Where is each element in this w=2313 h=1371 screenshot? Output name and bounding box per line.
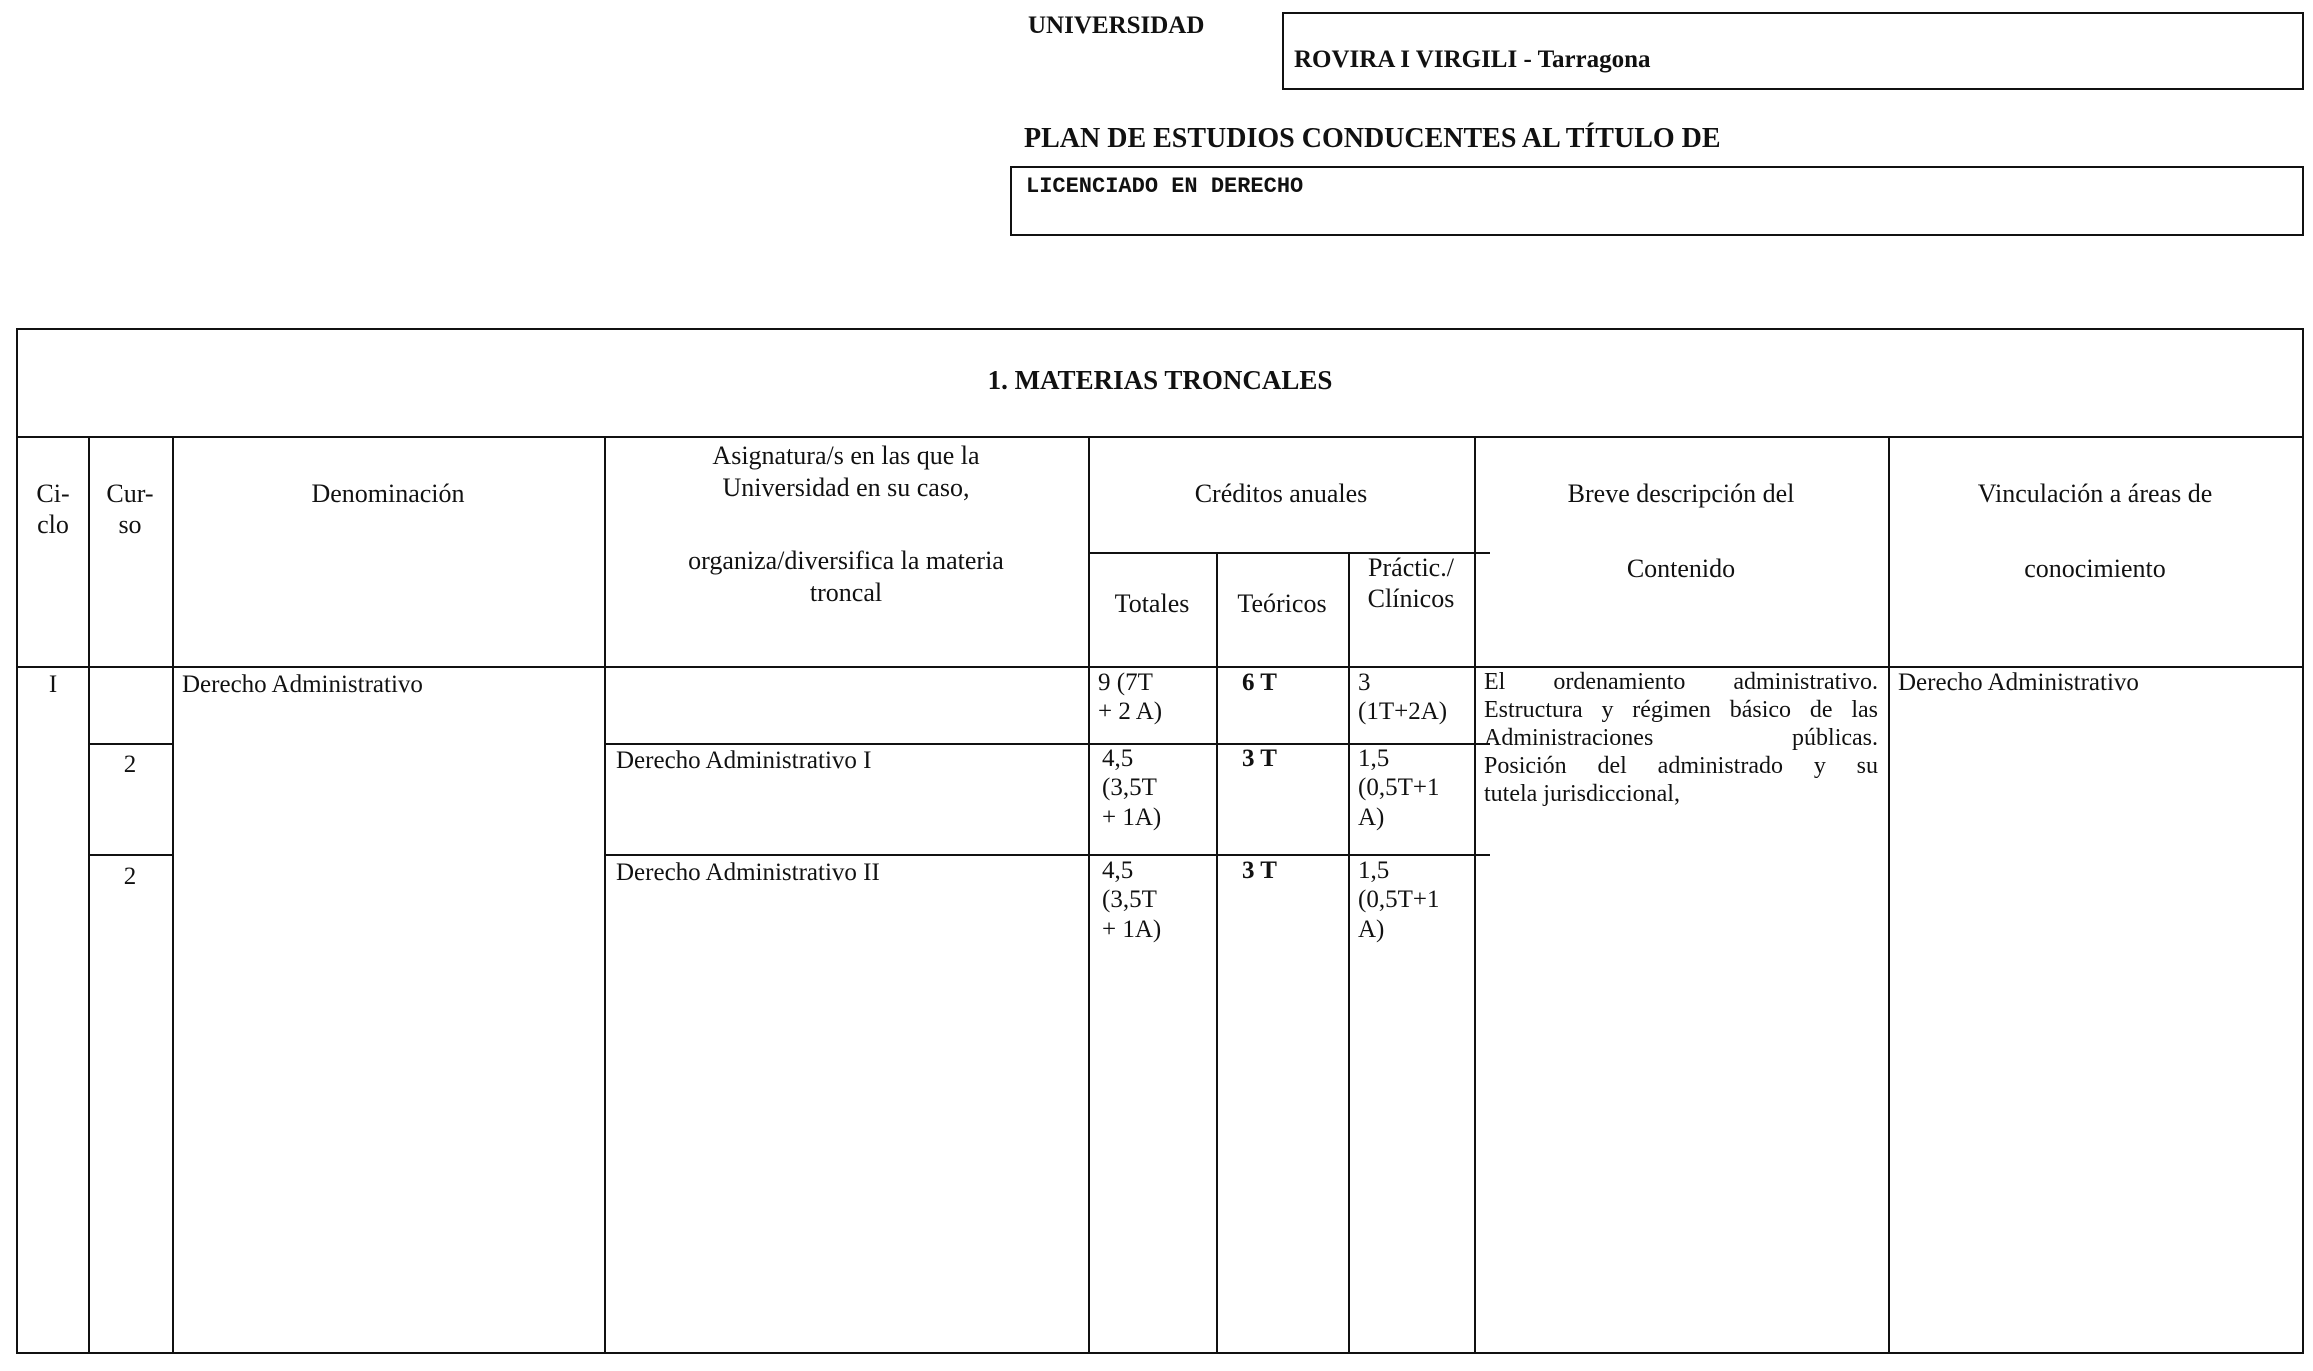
row3-practicos-line: A) [1358,915,1385,943]
row1-practicos-line: 3 [1358,669,1371,696]
row3-curso: 2 [123,863,137,890]
university-label: UNIVERSIDAD [1028,12,1205,39]
row2-totales-line: (3,5T [1102,774,1157,802]
col-header-curso-line: so [118,510,142,540]
title-divider [18,436,2302,438]
col-header-denominacion: Denominación [311,479,465,508]
university-name-box [1282,12,2304,90]
col-line-teoricos [1348,552,1350,1352]
col-header-totales: Totales [1114,589,1190,618]
col-header-teoricos: Teóricos [1237,589,1327,618]
row1-practicos [1358,668,1447,727]
university-name: ROVIRA I VIRGILI - Tarragona [1294,46,1651,73]
col-header-ciclo-line: Ci- [36,479,70,508]
col-header-practicos-line: Clínicos [1367,584,1455,614]
descripcion-line: Administraciones públicas. [1484,725,1878,752]
degree-title-box [1010,166,2304,236]
col-line-ciclo [88,436,90,1352]
row1-totales-line: 9 (7T [1098,669,1153,696]
plan-label: PLAN DE ESTUDIOS CONDUCENTES AL TÍTULO DE [1024,123,1721,154]
col-header-practicos-line: Práctic./ [1368,553,1454,582]
row2-practicos-line: A) [1358,803,1385,831]
row-divider-1 [88,743,172,745]
row2-asignatura: Derecho Administrativo I [616,747,872,774]
row1-totales-line: + 2 A) [1098,698,1163,726]
row3-totales-line: + 1A) [1102,915,1162,943]
descripcion-line: El ordenamiento administrativo. [1484,669,1878,695]
col-header-ciclo-line: clo [37,510,69,540]
row3-totales-line: (3,5T [1102,886,1157,914]
row3-asignatura: Derecho Administrativo II [616,859,880,886]
degree-title: LICENCIADO EN DERECHO [1026,174,1304,199]
col-header-ciclo [18,478,88,540]
col-header-curso-line: Cur- [106,479,154,508]
col-header-asignatura-line: Asignatura/s en las que la [712,441,980,470]
row3-practicos [1358,856,1439,944]
col-header-descripcion-line: Breve descripción del [1567,479,1795,508]
col-header-vinculacion-line: conocimiento [2024,554,2166,584]
col-header-asignatura-line: Universidad en su caso, [722,472,970,502]
col-header-creditos: Créditos anuales [1194,479,1368,508]
row2-practicos-line: (0,5T+1 [1358,774,1440,802]
col-header-practicos [1348,552,1474,614]
descripcion-line: Estructura y régimen básico de las [1484,697,1878,724]
col-header-vinculacion [1888,478,2302,584]
col-line-totales [1216,552,1218,1352]
row2-practicos-line: 1,5 [1358,745,1390,772]
col-header-descripcion-line: Contenido [1626,554,1736,584]
row2-curso: 2 [123,751,137,778]
materias-troncales-table [16,328,2304,1354]
row3-totales-line: 4,5 [1102,857,1134,884]
section-title: 1. MATERIAS TRONCALES [987,365,1333,395]
row3-practicos-line: 1,5 [1358,857,1390,884]
col-header-curso [88,478,172,540]
col-line-curso [172,436,174,1352]
col-header-vinculacion-line: Vinculación a áreas de [1977,479,2213,508]
row1-practicos-line: (1T+2A) [1358,698,1448,726]
col-header-asignatura-line: troncal [809,578,883,608]
col-header-asignatura-line: organiza/diversifica la materia [688,546,1004,576]
row1-totales [1098,668,1162,727]
row-divider-2 [88,854,172,856]
row3-totales [1102,856,1161,944]
descripcion-line: tutela jurisdiccional, [1484,781,1680,808]
col-line-asignatura [1088,436,1090,1352]
row2-totales-line: 4,5 [1102,745,1134,772]
descripcion-contenido [1484,668,1878,808]
row3-teoricos: 3 T [1242,857,1277,884]
row2-totales-line: + 1A) [1102,803,1162,831]
row1-teoricos: 6 T [1242,669,1277,696]
descripcion-line: Posición del administrado y su [1484,753,1878,780]
row2-totales [1102,744,1161,832]
row2-teoricos: 3 T [1242,745,1277,772]
vinculacion-area: Derecho Administrativo [1898,669,2139,696]
col-header-asignatura [604,440,1088,609]
col-header-descripcion [1474,478,1888,584]
row3-practicos-line: (0,5T+1 [1358,886,1440,914]
row1-denominacion: Derecho Administrativo [182,671,423,698]
row2-practicos [1358,744,1439,832]
row1-ciclo: I [48,671,58,698]
